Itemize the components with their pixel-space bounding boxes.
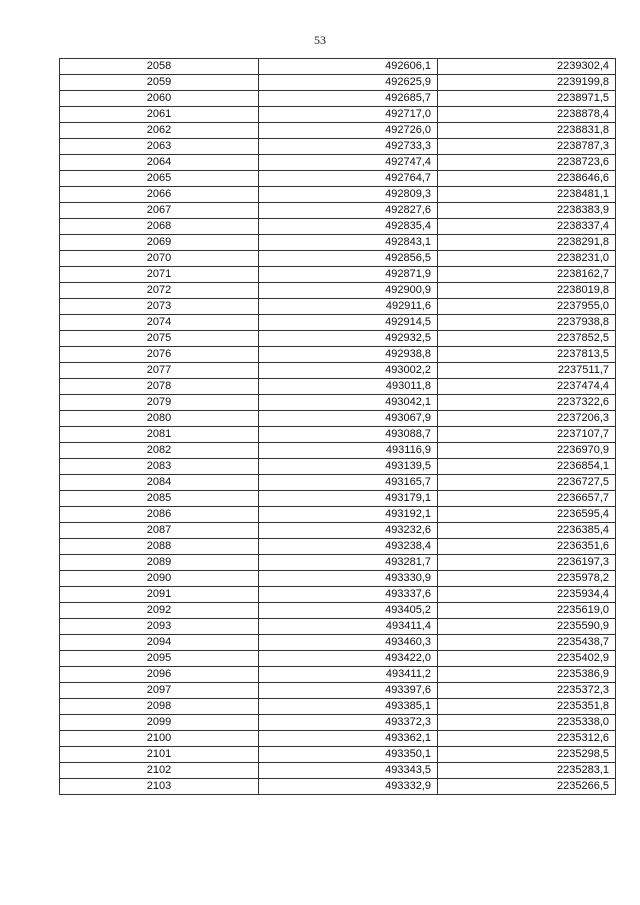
point-number-cell: 2079: [60, 395, 259, 411]
x-coordinate-cell: 493405,2: [259, 603, 438, 619]
point-number-cell: 2059: [60, 75, 259, 91]
y-coordinate-cell: 2236351,6: [438, 539, 616, 555]
point-number-cell: 2067: [60, 203, 259, 219]
y-coordinate-cell: 2239302,4: [438, 59, 616, 75]
table-row: [60, 683, 616, 699]
table-row: [60, 139, 616, 155]
point-number-cell: 2094: [60, 635, 259, 651]
point-number-cell: 2064: [60, 155, 259, 171]
x-coordinate-cell: 492717,0: [259, 107, 438, 123]
table-row: [60, 91, 616, 107]
table-row: [60, 219, 616, 235]
table-row: [60, 107, 616, 123]
x-coordinate-cell: 493232,6: [259, 523, 438, 539]
x-coordinate-cell: 493067,9: [259, 411, 438, 427]
point-number-cell: 2068: [60, 219, 259, 235]
y-coordinate-cell: 2238019,8: [438, 283, 616, 299]
y-coordinate-cell: 2237206,3: [438, 411, 616, 427]
x-coordinate-cell: 493372,3: [259, 715, 438, 731]
y-coordinate-cell: 2238291,8: [438, 235, 616, 251]
table-row: [60, 651, 616, 667]
table-row: [60, 395, 616, 411]
table-row: [60, 299, 616, 315]
table-row: [60, 667, 616, 683]
x-coordinate-cell: 492900,9: [259, 283, 438, 299]
y-coordinate-cell: 2238231,0: [438, 251, 616, 267]
y-coordinate-cell: 2239199,8: [438, 75, 616, 91]
point-number-cell: 2078: [60, 379, 259, 395]
x-coordinate-cell: 492809,3: [259, 187, 438, 203]
y-coordinate-cell: 2237813,5: [438, 347, 616, 363]
y-coordinate-cell: 2235590,9: [438, 619, 616, 635]
table-row: [60, 491, 616, 507]
x-coordinate-cell: 493362,1: [259, 731, 438, 747]
point-number-cell: 2061: [60, 107, 259, 123]
x-coordinate-cell: 492871,9: [259, 267, 438, 283]
y-coordinate-cell: 2238971,5: [438, 91, 616, 107]
x-coordinate-cell: 493350,1: [259, 747, 438, 763]
table-row: [60, 459, 616, 475]
x-coordinate-cell: 492938,8: [259, 347, 438, 363]
x-coordinate-cell: 493385,1: [259, 699, 438, 715]
table-row: [60, 779, 616, 795]
y-coordinate-cell: 2235351,8: [438, 699, 616, 715]
table-row: [60, 123, 616, 139]
point-number-cell: 2071: [60, 267, 259, 283]
point-number-cell: 2100: [60, 731, 259, 747]
y-coordinate-cell: 2238831,8: [438, 123, 616, 139]
table-row: [60, 363, 616, 379]
point-number-cell: 2062: [60, 123, 259, 139]
point-number-cell: 2060: [60, 91, 259, 107]
x-coordinate-cell: 493011,8: [259, 379, 438, 395]
table-row: [60, 235, 616, 251]
x-coordinate-cell: 492856,5: [259, 251, 438, 267]
point-number-cell: 2058: [60, 59, 259, 75]
table-row: [60, 315, 616, 331]
x-coordinate-cell: 492726,0: [259, 123, 438, 139]
point-number-cell: 2075: [60, 331, 259, 347]
y-coordinate-cell: 2237511,7: [438, 363, 616, 379]
point-number-cell: 2102: [60, 763, 259, 779]
table-row: [60, 171, 616, 187]
y-coordinate-cell: 2236385,4: [438, 523, 616, 539]
x-coordinate-cell: 492747,4: [259, 155, 438, 171]
x-coordinate-cell: 493337,6: [259, 587, 438, 603]
table-row: [60, 331, 616, 347]
x-coordinate-cell: 493422,0: [259, 651, 438, 667]
table-row: [60, 251, 616, 267]
table-row: [60, 603, 616, 619]
y-coordinate-cell: 2235372,3: [438, 683, 616, 699]
x-coordinate-cell: 492827,6: [259, 203, 438, 219]
table-row: [60, 411, 616, 427]
y-coordinate-cell: 2236657,7: [438, 491, 616, 507]
table-row: [60, 715, 616, 731]
y-coordinate-cell: 2238383,9: [438, 203, 616, 219]
point-number-cell: 2092: [60, 603, 259, 619]
y-coordinate-cell: 2235619,0: [438, 603, 616, 619]
point-number-cell: 2066: [60, 187, 259, 203]
table-row: [60, 443, 616, 459]
y-coordinate-cell: 2238337,4: [438, 219, 616, 235]
point-number-cell: 2088: [60, 539, 259, 555]
table-row: [60, 587, 616, 603]
x-coordinate-cell: 493088,7: [259, 427, 438, 443]
y-coordinate-cell: 2237955,0: [438, 299, 616, 315]
x-coordinate-cell: 493238,4: [259, 539, 438, 555]
x-coordinate-cell: 492843,1: [259, 235, 438, 251]
y-coordinate-cell: 2237107,7: [438, 427, 616, 443]
point-number-cell: 2096: [60, 667, 259, 683]
y-coordinate-cell: 2236595,4: [438, 507, 616, 523]
point-number-cell: 2086: [60, 507, 259, 523]
point-number-cell: 2085: [60, 491, 259, 507]
table-row: [60, 523, 616, 539]
table-row: [60, 59, 616, 75]
point-number-cell: 2072: [60, 283, 259, 299]
point-number-cell: 2089: [60, 555, 259, 571]
y-coordinate-cell: 2235298,5: [438, 747, 616, 763]
y-coordinate-cell: 2235386,9: [438, 667, 616, 683]
point-number-cell: 2103: [60, 779, 259, 795]
x-coordinate-cell: 492733,3: [259, 139, 438, 155]
x-coordinate-cell: 492685,7: [259, 91, 438, 107]
table-row: [60, 155, 616, 171]
y-coordinate-cell: 2238646,6: [438, 171, 616, 187]
point-number-cell: 2093: [60, 619, 259, 635]
coordinates-table: [59, 58, 616, 795]
x-coordinate-cell: 493411,4: [259, 619, 438, 635]
point-number-cell: 2063: [60, 139, 259, 155]
x-coordinate-cell: 493460,3: [259, 635, 438, 651]
x-coordinate-cell: 492625,9: [259, 75, 438, 91]
y-coordinate-cell: 2235312,6: [438, 731, 616, 747]
table-row: [60, 539, 616, 555]
x-coordinate-cell: 493116,9: [259, 443, 438, 459]
table-row: [60, 347, 616, 363]
x-coordinate-cell: 493192,1: [259, 507, 438, 523]
x-coordinate-cell: 493165,7: [259, 475, 438, 491]
point-number-cell: 2083: [60, 459, 259, 475]
y-coordinate-cell: 2236970,9: [438, 443, 616, 459]
x-coordinate-cell: 493411,2: [259, 667, 438, 683]
x-coordinate-cell: 493343,5: [259, 763, 438, 779]
point-number-cell: 2090: [60, 571, 259, 587]
table-row: [60, 635, 616, 651]
x-coordinate-cell: 493179,1: [259, 491, 438, 507]
table-row: [60, 731, 616, 747]
point-number-cell: 2095: [60, 651, 259, 667]
y-coordinate-cell: 2235266,5: [438, 779, 616, 795]
y-coordinate-cell: 2236854,1: [438, 459, 616, 475]
table-row: [60, 475, 616, 491]
point-number-cell: 2084: [60, 475, 259, 491]
table-row: [60, 427, 616, 443]
y-coordinate-cell: 2238162,7: [438, 267, 616, 283]
y-coordinate-cell: 2238723,6: [438, 155, 616, 171]
coordinates-table-body: [60, 59, 616, 795]
table-row: [60, 619, 616, 635]
table-row: [60, 747, 616, 763]
x-coordinate-cell: 492764,7: [259, 171, 438, 187]
point-number-cell: 2080: [60, 411, 259, 427]
point-number-cell: 2098: [60, 699, 259, 715]
point-number-cell: 2070: [60, 251, 259, 267]
point-number-cell: 2091: [60, 587, 259, 603]
y-coordinate-cell: 2235402,9: [438, 651, 616, 667]
table-row: [60, 283, 616, 299]
y-coordinate-cell: 2238878,4: [438, 107, 616, 123]
point-number-cell: 2081: [60, 427, 259, 443]
x-coordinate-cell: 492932,5: [259, 331, 438, 347]
y-coordinate-cell: 2238787,3: [438, 139, 616, 155]
y-coordinate-cell: 2235438,7: [438, 635, 616, 651]
y-coordinate-cell: 2235978,2: [438, 571, 616, 587]
point-number-cell: 2074: [60, 315, 259, 331]
table-row: [60, 379, 616, 395]
y-coordinate-cell: 2237322,6: [438, 395, 616, 411]
point-number-cell: 2065: [60, 171, 259, 187]
point-number-cell: 2082: [60, 443, 259, 459]
y-coordinate-cell: 2236727,5: [438, 475, 616, 491]
x-coordinate-cell: 492914,5: [259, 315, 438, 331]
y-coordinate-cell: 2235283,1: [438, 763, 616, 779]
table-row: [60, 267, 616, 283]
point-number-cell: 2077: [60, 363, 259, 379]
y-coordinate-cell: 2238481,1: [438, 187, 616, 203]
y-coordinate-cell: 2237938,8: [438, 315, 616, 331]
point-number-cell: 2087: [60, 523, 259, 539]
point-number-cell: 2069: [60, 235, 259, 251]
table-row: [60, 763, 616, 779]
point-number-cell: 2101: [60, 747, 259, 763]
table-row: [60, 571, 616, 587]
x-coordinate-cell: 493330,9: [259, 571, 438, 587]
table-row: [60, 187, 616, 203]
point-number-cell: 2073: [60, 299, 259, 315]
y-coordinate-cell: 2235934,4: [438, 587, 616, 603]
x-coordinate-cell: 493002,2: [259, 363, 438, 379]
point-number-cell: 2099: [60, 715, 259, 731]
table-row: [60, 203, 616, 219]
x-coordinate-cell: 492835,4: [259, 219, 438, 235]
x-coordinate-cell: 493397,6: [259, 683, 438, 699]
y-coordinate-cell: 2237474,4: [438, 379, 616, 395]
x-coordinate-cell: 492911,6: [259, 299, 438, 315]
y-coordinate-cell: 2236197,3: [438, 555, 616, 571]
x-coordinate-cell: 492606,1: [259, 59, 438, 75]
table-row: [60, 507, 616, 523]
y-coordinate-cell: 2235338,0: [438, 715, 616, 731]
x-coordinate-cell: 493139,5: [259, 459, 438, 475]
x-coordinate-cell: 493281,7: [259, 555, 438, 571]
point-number-cell: 2097: [60, 683, 259, 699]
y-coordinate-cell: 2237852,5: [438, 331, 616, 347]
x-coordinate-cell: 493332,9: [259, 779, 438, 795]
table-row: [60, 699, 616, 715]
x-coordinate-cell: 493042,1: [259, 395, 438, 411]
table-row: [60, 75, 616, 91]
table-row: [60, 555, 616, 571]
point-number-cell: 2076: [60, 347, 259, 363]
page-number: 53: [314, 33, 326, 47]
